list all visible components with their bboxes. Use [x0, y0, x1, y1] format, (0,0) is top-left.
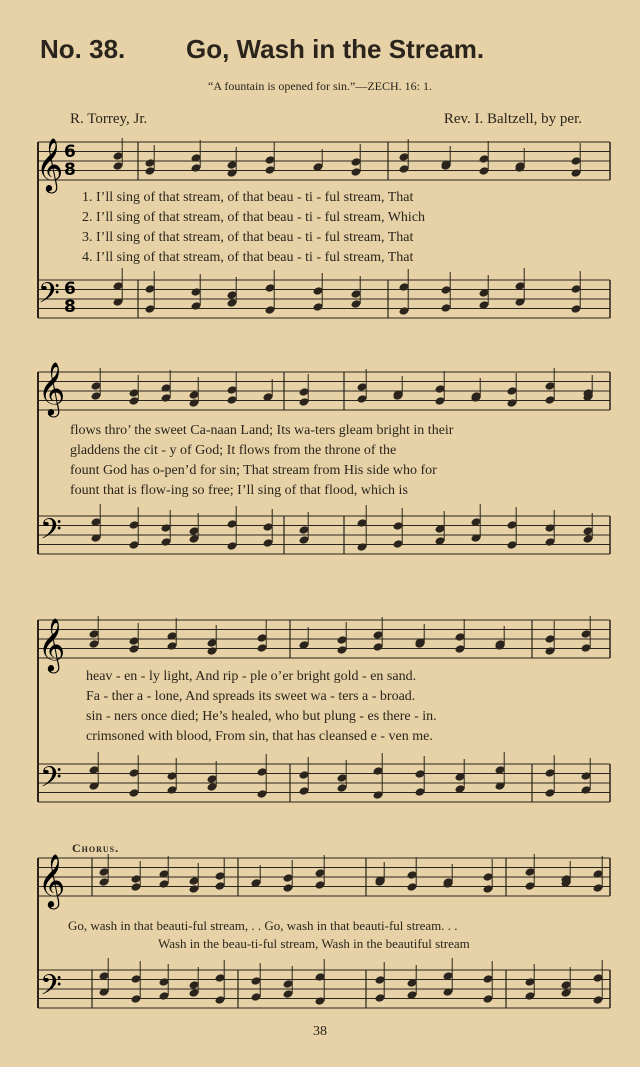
verse-2-line-3: Fa - ther a - lone, And spreads its sweet wa - ters a - broad. — [86, 689, 416, 704]
chorus-upper-text: Go, wash in that beauti-ful stream, . . Go, wash in that beauti-ful stream. . . — [68, 918, 458, 933]
treble-clef-icon: 𝄞 — [38, 361, 66, 415]
bass-clef-icon: 𝄢 — [38, 277, 60, 317]
clefs — [36, 137, 65, 1009]
bass-clef-icon: 𝄢 — [40, 969, 62, 1009]
verse-1-line-1: 1. I’ll sing of that stream, of that beau - ti - ful stream, That — [82, 190, 414, 205]
verse-4-line-2: fount that is flow-ing so free; I’ll sing of that flood, which is — [70, 483, 408, 498]
treble-clef-icon: 𝄞 — [36, 137, 64, 191]
note-heads — [89, 138, 604, 1006]
time-signature-bottom: 8 — [64, 160, 76, 180]
bass-clef-icon: 𝄢 — [40, 761, 62, 801]
lyricist-credit: Rev. I. Baltzell, by per. — [443, 111, 582, 127]
chorus-label: Chorus. — [72, 841, 120, 855]
verse-4-line-3: crimsoned with blood, From sin, that has cleansed e - ven me. — [86, 729, 433, 744]
verse-4-line-1: 4. I’ll sing of that stream, of that beau - ti - ful stream, That — [82, 250, 414, 265]
hymn-number: No. 38. — [40, 34, 126, 64]
verse-3-line-1: 3. I’ll sing of that stream, of that beau - ti - ful stream, That — [82, 230, 414, 245]
time-signature-bottom: 8 — [64, 297, 76, 317]
verse-3-line-3: sin - ners once died; He’s healed, who but plung - es there - in. — [86, 709, 437, 724]
verse-3-line-2: fount God has o-pen’d for sin; That stream from His side who for — [70, 463, 437, 478]
time-signature-top: 6 — [64, 279, 76, 299]
page-number: 38 — [313, 1024, 327, 1039]
verse-1-line-2: flows thro’ the sweet Ca-naan Land; Its wa-ters gleam bright in their — [70, 423, 454, 438]
verse-1-line-3: heav - en - ly light, And rip - ple o’er bright gold - en sand. — [86, 669, 417, 684]
bass-clef-icon: 𝄢 — [40, 513, 62, 553]
chorus-lower-text: Wash in the beau-ti-ful stream, Wash in the beautiful stream — [158, 936, 470, 951]
verse-2-line-1: 2. I’ll sing of that stream, of that beau - ti - ful stream, Which — [82, 210, 426, 225]
treble-clef-icon: 𝄞 — [38, 617, 66, 671]
time-signature — [64, 142, 76, 317]
treble-clef-icon: 𝄞 — [38, 853, 66, 907]
composer-credit: R. Torrey, Jr. — [70, 111, 148, 127]
hymn-title: Go, Wash in the Stream. — [186, 34, 485, 64]
scripture-epigraph: “A fountain is opened for sin.”—ZECH. 16: 1. — [208, 79, 432, 93]
verse-2-line-2: gladdens the cit - y of God; It flows from the throne of the — [70, 443, 397, 458]
time-signature-top: 6 — [64, 142, 76, 162]
